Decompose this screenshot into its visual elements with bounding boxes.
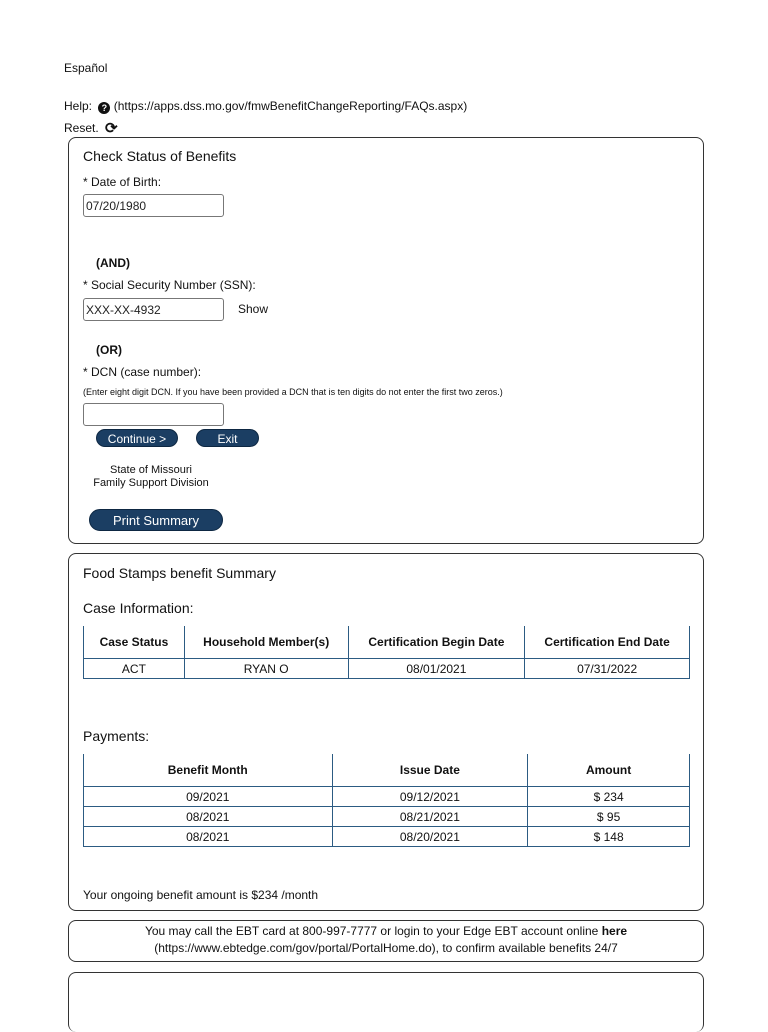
ssn-input[interactable]: [83, 298, 224, 321]
case-status-cell: ACT: [84, 659, 185, 679]
dcn-hint: (Enter eight digit DCN. If you have been provided a DCN that is ten digits do not enter the first two zeros.): [83, 387, 503, 397]
or-label: (OR): [96, 343, 122, 357]
dcn-label: * DCN (case number):: [83, 365, 202, 379]
case-info-table: [83, 626, 690, 679]
amount-cell: $ 95: [528, 807, 690, 827]
org-line-2: Family Support Division: [93, 477, 209, 489]
continue-button[interactable]: Continue >: [96, 429, 178, 447]
benefit-month-cell: 09/2021: [84, 787, 333, 807]
ebt-info-panel: [68, 920, 704, 962]
summary-title: Food Stamps benefit Summary: [83, 565, 276, 581]
benefit-month-cell: 08/2021: [84, 807, 333, 827]
dob-label: * Date of Birth:: [83, 175, 162, 189]
ebt-here-link[interactable]: here: [601, 924, 628, 938]
cert-end-cell: 07/31/2022: [525, 659, 690, 679]
dob-input[interactable]: [83, 194, 224, 217]
benefit-month-header: Benefit Month: [84, 754, 333, 787]
show-ssn-link[interactable]: Show: [238, 302, 269, 316]
case-status-header: Case Status: [84, 626, 185, 659]
ongoing-benefit-text: Your ongoing benefit amount is $234 /month: [83, 888, 319, 902]
check-status-title: Check Status of Benefits: [83, 148, 237, 164]
print-summary-button[interactable]: Print Summary: [89, 509, 223, 531]
espanol-link[interactable]: Español: [64, 61, 108, 75]
amount-header: Amount: [528, 754, 690, 787]
cert-begin-cell: 08/01/2021: [348, 659, 525, 679]
and-label: (AND): [96, 256, 130, 270]
cert-begin-header: Certification Begin Date: [348, 626, 525, 659]
table-row: [84, 807, 690, 827]
issue-date-cell: 09/12/2021: [332, 787, 528, 807]
issue-date-cell: 08/21/2021: [332, 807, 528, 827]
ebt-text-before: You may call the EBT card at 800-997-7777 or login to your Edge EBT account online: [144, 924, 602, 938]
refresh-icon[interactable]: ⟳: [105, 120, 118, 137]
payments-table: [83, 754, 690, 847]
exit-button[interactable]: Exit: [196, 429, 259, 447]
help-url: (https://apps.dss.mo.gov/fmwBenefitChangeReporting/FAQs.aspx): [113, 99, 468, 113]
summary-panel: [68, 553, 704, 911]
cert-end-header: Certification End Date: [525, 626, 690, 659]
table-row: [84, 827, 690, 847]
payments-header-row: [84, 754, 690, 787]
benefit-month-cell: 08/2021: [84, 827, 333, 847]
help-row: [64, 99, 467, 114]
org-name: [88, 464, 214, 490]
dcn-input[interactable]: [83, 403, 224, 426]
household-member-cell: RYAN O: [184, 659, 348, 679]
help-icon[interactable]: ?: [98, 102, 110, 114]
reset-label: Reset.: [64, 121, 99, 135]
issue-date-header: Issue Date: [332, 754, 528, 787]
check-status-panel: [68, 137, 704, 544]
issue-date-cell: 08/20/2021: [332, 827, 528, 847]
case-info-header-row: [84, 626, 690, 659]
ssn-label: * Social Security Number (SSN):: [83, 278, 256, 292]
payments-title: Payments:: [83, 728, 150, 744]
next-panel: [68, 972, 704, 1032]
org-line-1: State of Missouri: [110, 464, 192, 476]
table-row: [84, 787, 690, 807]
amount-cell: $ 148: [528, 827, 690, 847]
household-members-header: Household Member(s): [184, 626, 348, 659]
ebt-info-text: [69, 923, 703, 957]
amount-cell: $ 234: [528, 787, 690, 807]
ebt-text-after: (https://www.ebtedge.com/gov/portal/PortalHome.do), to confirm available benefits 24/7: [154, 941, 618, 955]
reset-row: [64, 119, 118, 137]
case-info-title: Case Information:: [83, 600, 194, 616]
help-label: Help:: [64, 99, 93, 113]
table-row: [84, 659, 690, 679]
